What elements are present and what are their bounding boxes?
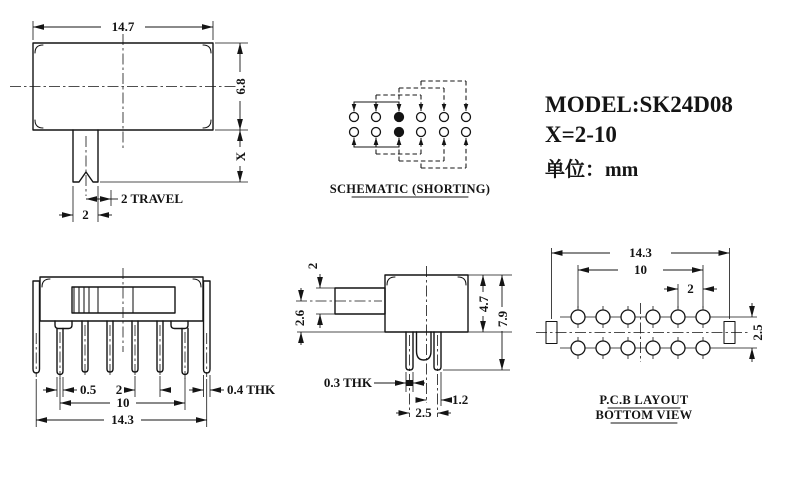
schematic-label: SCHEMATIC (SHORTING) — [329, 182, 491, 196]
pcb-view — [536, 245, 765, 423]
side-view — [292, 263, 512, 420]
front-view-knob-ribs — [74, 287, 133, 313]
dim-pcb-span: 10 — [634, 262, 647, 277]
dim-pcb-row-pitch: 2.5 — [750, 324, 765, 341]
pcb-label-line2: BOTTOM VIEW — [595, 408, 693, 422]
pcb-label-line1: P.C.B LAYOUT — [599, 393, 689, 407]
dim-body-height: 4.7 — [476, 295, 491, 313]
schematic-contacts — [350, 113, 471, 137]
dim-bracket-thickness: 0.4 THK — [227, 382, 276, 397]
dim-pcb-overall: 14.3 — [629, 245, 652, 260]
dim-knob-center-height: 2.6 — [292, 309, 307, 327]
dim-overall-height: 7.9 — [495, 310, 510, 328]
dim-knob-height: 2 — [305, 262, 320, 270]
common-contact — [395, 128, 404, 137]
front-view-opening — [72, 287, 175, 313]
pin-thickness-section — [406, 380, 413, 386]
dim-overall-width: 14.3 — [111, 412, 134, 427]
side-view-body — [385, 275, 468, 332]
dim-pin-offset: 1.2 — [452, 392, 469, 407]
dim-pin-width: 0.5 — [80, 382, 97, 397]
dim-row-span: 2.5 — [415, 405, 432, 420]
front-view-pins — [57, 321, 188, 379]
corner-arc — [203, 120, 211, 128]
dim-top-width: 14.7 — [111, 19, 135, 34]
dim-knob-width: 2 — [82, 207, 89, 222]
units-note: 单位：mm — [545, 159, 639, 181]
dim-pin-thickness: 0.3 THK — [323, 375, 372, 390]
dim-pcb-pitch: 2 — [687, 281, 694, 296]
boss — [55, 321, 72, 329]
schematic-view — [330, 81, 491, 197]
top-view — [10, 19, 248, 222]
corner-arc — [35, 120, 43, 128]
model-number: MODEL:SK24D08 — [545, 92, 733, 117]
dim-pin-span: 10 — [116, 395, 130, 410]
dim-stem-x: X — [233, 151, 248, 162]
common-contact — [395, 113, 404, 122]
title-block — [545, 92, 733, 181]
dim-pin-pitch: 2 — [115, 382, 123, 397]
boss — [171, 321, 188, 329]
dim-travel: 2 TRAVEL — [121, 191, 184, 206]
x-range: X=2-10 — [545, 122, 617, 147]
corner-arc — [203, 45, 211, 53]
dim-top-height: 6.8 — [233, 78, 248, 95]
front-view-body — [40, 277, 203, 321]
front-view — [33, 268, 276, 427]
top-view-knob — [73, 130, 98, 182]
corner-arc — [35, 45, 43, 53]
